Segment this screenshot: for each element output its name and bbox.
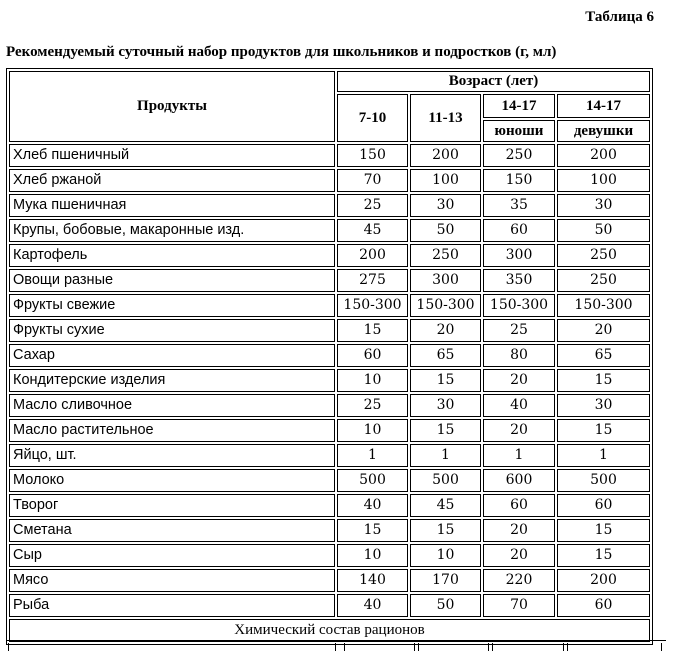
product-name-cell: Творог xyxy=(9,494,335,517)
value-cell: 70 xyxy=(483,594,555,617)
value-cell: 15 xyxy=(557,369,650,392)
value-cell: 1 xyxy=(337,444,408,467)
value-cell: 150-300 xyxy=(483,294,555,317)
table-row xyxy=(9,544,650,567)
value-cell: 1 xyxy=(557,444,650,467)
header-col-14-17-girls: 14-17 xyxy=(557,94,650,118)
value-cell: 25 xyxy=(337,194,408,217)
table-row xyxy=(9,344,650,367)
table-row xyxy=(9,294,650,317)
value-cell: 350 xyxy=(483,269,555,292)
value-cell: 40 xyxy=(483,394,555,417)
value-cell: 15 xyxy=(410,519,481,542)
value-cell: 500 xyxy=(557,469,650,492)
table-row xyxy=(9,319,650,342)
table-row xyxy=(9,519,650,542)
table-row xyxy=(9,569,650,592)
value-cell: 200 xyxy=(337,244,408,267)
value-cell: 200 xyxy=(410,144,481,167)
table-row xyxy=(9,169,650,192)
value-cell: 60 xyxy=(557,594,650,617)
product-name-cell: Фрукты свежие xyxy=(9,294,335,317)
value-cell: 80 xyxy=(483,344,555,367)
value-cell: 30 xyxy=(410,194,481,217)
product-name-cell: Сахар xyxy=(9,344,335,367)
product-name-cell: Мука пшеничная xyxy=(9,194,335,217)
product-name-cell: Хлеб пшеничный xyxy=(9,144,335,167)
value-cell: 50 xyxy=(410,594,481,617)
value-cell: 100 xyxy=(410,169,481,192)
table-row xyxy=(9,594,650,617)
product-name-cell: Картофель xyxy=(9,244,335,267)
product-name-cell: Рыба xyxy=(9,594,335,617)
value-cell: 65 xyxy=(557,344,650,367)
value-cell: 10 xyxy=(410,544,481,567)
table-row xyxy=(9,269,650,292)
product-name-cell: Масло растительное xyxy=(9,419,335,442)
section-row xyxy=(9,619,650,642)
value-cell: 50 xyxy=(410,219,481,242)
value-cell: 600 xyxy=(483,469,555,492)
table-row xyxy=(9,394,650,417)
value-cell: 20 xyxy=(483,419,555,442)
value-cell: 20 xyxy=(483,519,555,542)
value-cell: 60 xyxy=(337,344,408,367)
value-cell: 25 xyxy=(337,394,408,417)
header-col-11-13: 11-13 xyxy=(410,94,481,142)
value-cell: 500 xyxy=(410,469,481,492)
table-row xyxy=(9,419,650,442)
table-row xyxy=(9,244,650,267)
product-name-cell: Молоко xyxy=(9,469,335,492)
header-products: Продукты xyxy=(9,71,335,142)
value-cell: 60 xyxy=(483,494,555,517)
next-row-cutoff xyxy=(6,640,666,651)
value-cell: 20 xyxy=(483,369,555,392)
value-cell: 10 xyxy=(337,369,408,392)
value-cell: 100 xyxy=(557,169,650,192)
value-cell: 150 xyxy=(337,144,408,167)
value-cell: 30 xyxy=(410,394,481,417)
value-cell: 20 xyxy=(557,319,650,342)
header-sub-boys: юноши xyxy=(483,120,555,142)
header-row-1 xyxy=(9,71,650,92)
value-cell: 25 xyxy=(483,319,555,342)
product-name-cell: Кондитерские изделия xyxy=(9,369,335,392)
value-cell: 30 xyxy=(557,194,650,217)
value-cell: 170 xyxy=(410,569,481,592)
product-name-cell: Яйцо, шт. xyxy=(9,444,335,467)
value-cell: 20 xyxy=(483,544,555,567)
value-cell: 70 xyxy=(337,169,408,192)
value-cell: 10 xyxy=(337,419,408,442)
value-cell: 15 xyxy=(557,519,650,542)
value-cell: 40 xyxy=(337,594,408,617)
value-cell: 150-300 xyxy=(557,294,650,317)
header-col-14-17-boys: 14-17 xyxy=(483,94,555,118)
value-cell: 10 xyxy=(337,544,408,567)
value-cell: 15 xyxy=(410,419,481,442)
value-cell: 65 xyxy=(410,344,481,367)
value-cell: 50 xyxy=(557,219,650,242)
table-row xyxy=(9,219,650,242)
header-age-group: Возраст (лет) xyxy=(337,71,650,92)
value-cell: 150-300 xyxy=(410,294,481,317)
value-cell: 150 xyxy=(483,169,555,192)
value-cell: 200 xyxy=(557,144,650,167)
table-row xyxy=(9,469,650,492)
table-row xyxy=(9,369,650,392)
product-name-cell: Сметана xyxy=(9,519,335,542)
value-cell: 275 xyxy=(337,269,408,292)
value-cell: 1 xyxy=(483,444,555,467)
table-number: Таблица 6 xyxy=(585,9,654,25)
value-cell: 200 xyxy=(557,569,650,592)
value-cell: 15 xyxy=(337,319,408,342)
value-cell: 60 xyxy=(557,494,650,517)
value-cell: 300 xyxy=(410,269,481,292)
table-row xyxy=(9,494,650,517)
value-cell: 500 xyxy=(337,469,408,492)
table-caption: Рекомендуемый суточный набор продуктов для школьников и подростков (г, мл) xyxy=(6,44,557,60)
table-row xyxy=(9,444,650,467)
value-cell: 220 xyxy=(483,569,555,592)
product-name-cell: Хлеб ржаной xyxy=(9,169,335,192)
value-cell: 15 xyxy=(557,419,650,442)
section-title: Химический состав рационов xyxy=(9,619,650,642)
value-cell: 15 xyxy=(410,369,481,392)
value-cell: 250 xyxy=(557,244,650,267)
header-sub-girls: девушки xyxy=(557,120,650,142)
food-table xyxy=(6,68,653,645)
value-cell: 15 xyxy=(557,544,650,567)
product-name-cell: Масло сливочное xyxy=(9,394,335,417)
table-row xyxy=(9,194,650,217)
table-body xyxy=(9,144,650,642)
value-cell: 300 xyxy=(483,244,555,267)
value-cell: 250 xyxy=(410,244,481,267)
product-name-cell: Фрукты сухие xyxy=(9,319,335,342)
value-cell: 140 xyxy=(337,569,408,592)
value-cell: 15 xyxy=(337,519,408,542)
value-cell: 1 xyxy=(410,444,481,467)
value-cell: 30 xyxy=(557,394,650,417)
product-name-cell: Мясо xyxy=(9,569,335,592)
table-row xyxy=(9,144,650,167)
value-cell: 35 xyxy=(483,194,555,217)
product-name-cell: Крупы, бобовые, макаронные изд. xyxy=(9,219,335,242)
product-name-cell: Овощи разные xyxy=(9,269,335,292)
value-cell: 45 xyxy=(337,219,408,242)
value-cell: 150-300 xyxy=(337,294,408,317)
product-name-cell: Сыр xyxy=(9,544,335,567)
value-cell: 250 xyxy=(557,269,650,292)
header-col-7-10: 7-10 xyxy=(337,94,408,142)
value-cell: 250 xyxy=(483,144,555,167)
value-cell: 45 xyxy=(410,494,481,517)
value-cell: 40 xyxy=(337,494,408,517)
value-cell: 60 xyxy=(483,219,555,242)
value-cell: 20 xyxy=(410,319,481,342)
